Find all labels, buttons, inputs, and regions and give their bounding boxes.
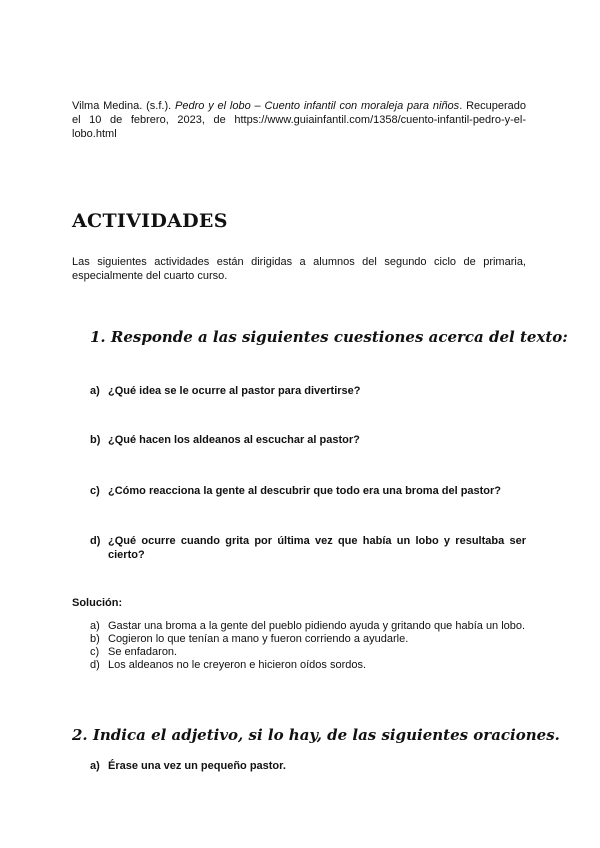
question-text: ¿Qué hacen los aldeanos al escuchar al pastor? xyxy=(108,434,360,446)
question-letter: c) xyxy=(90,485,100,497)
question-text: Érase una vez un pequeño pastor. xyxy=(108,760,286,772)
solution-item xyxy=(90,646,526,659)
solution-letter: d) xyxy=(90,659,100,671)
solution-list xyxy=(90,620,526,672)
solution-item xyxy=(90,620,526,633)
citation-author: Vilma Medina. (s.f.). xyxy=(72,100,172,112)
question-letter: b) xyxy=(90,434,101,446)
solution-item xyxy=(90,633,526,646)
question-c xyxy=(90,484,526,498)
solution-text: Los aldeanos no le creyeron e hicieron oídos sordos. xyxy=(108,659,367,671)
solution-text: Cogieron lo que tenían a mano y fueron corriendo a ayudarle. xyxy=(108,633,409,645)
question-letter: a) xyxy=(90,385,100,397)
solution-letter: c) xyxy=(90,646,100,658)
question-letter: d) xyxy=(90,535,101,547)
solution-label: Solución: xyxy=(72,597,123,609)
question-letter: a) xyxy=(90,760,100,772)
question-text: ¿Qué ocurre cuando grita por última vez que había un lobo y resultaba ser cierto? xyxy=(108,535,526,561)
section-2-title: 2. Indica el adjetivo, si lo hay, de las siguientes oraciones. xyxy=(72,726,560,744)
activities-heading: ACTIVIDADES xyxy=(72,210,228,232)
question-b xyxy=(90,433,526,447)
intro-paragraph: Las siguientes actividades están dirigidas a alumnos del segundo ciclo de primaria, especialmente del cuarto curso. xyxy=(72,256,526,282)
citation-title: Pedro y el lobo – Cuento infantil con moraleja para niños xyxy=(175,100,460,112)
section-2-question-a xyxy=(90,759,526,773)
solution-letter: b) xyxy=(90,633,100,645)
question-text: ¿Cómo reacciona la gente al descubrir que todo era una broma del pastor? xyxy=(108,485,502,497)
solution-letter: a) xyxy=(90,620,100,632)
solution-text: Se enfadaron. xyxy=(108,646,178,658)
section-1-title: 1. Responde a las siguientes cuestiones acerca del texto: xyxy=(90,328,568,346)
citation-rest: . Recuperado el 10 de febrero, 2023, de https://www.guiainfantil.com/1358/cuento-infantil-pedro-y-el-lobo.html xyxy=(72,100,527,140)
question-text: ¿Qué idea se le ocurre al pastor para divertirse? xyxy=(108,385,361,397)
question-a xyxy=(90,384,526,398)
citation xyxy=(72,99,526,141)
question-d xyxy=(90,534,526,562)
solution-item xyxy=(90,659,526,672)
solution-text: Gastar una broma a la gente del pueblo pidiendo ayuda y gritando que había un lobo. xyxy=(108,620,526,632)
